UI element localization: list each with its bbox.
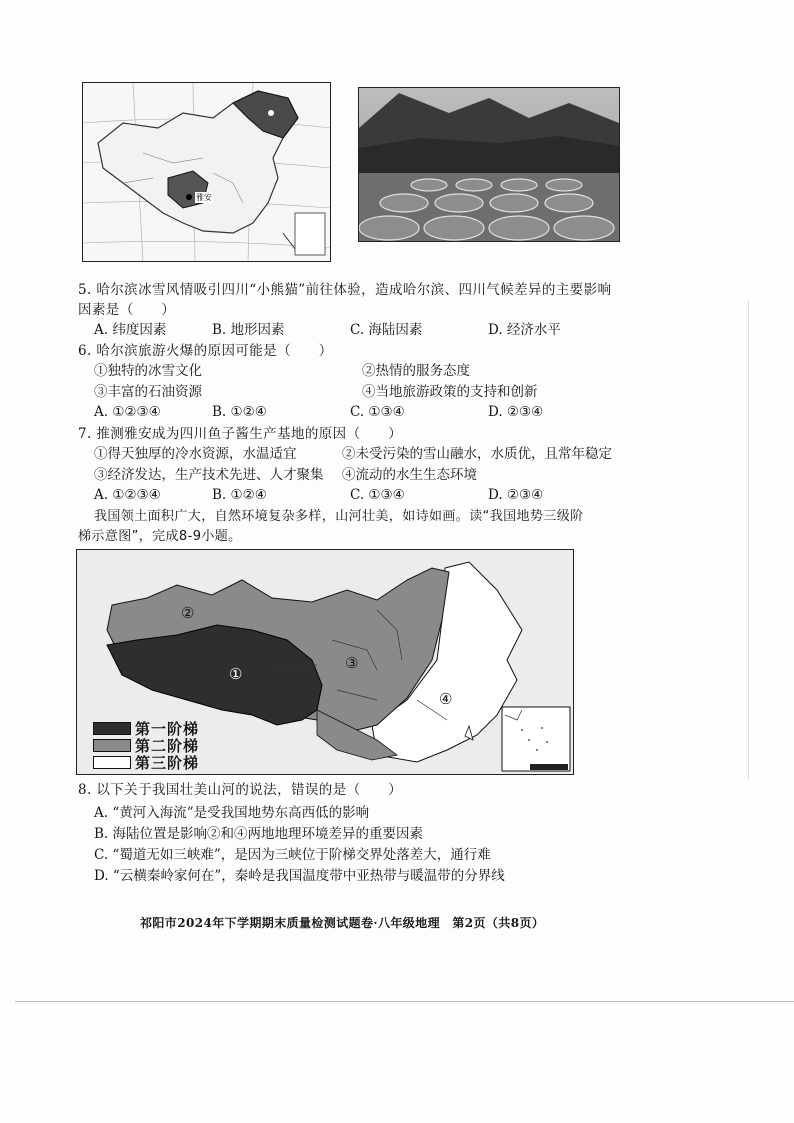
q8-option-d[interactable]: D. “云横秦岭家何在”，秦岭是我国温度带中亚热带与暖温带的分界线 xyxy=(94,868,505,884)
page-footer: 祁阳市2024年下学期期末质量检测试题卷·八年级地理 第2页（共8页） xyxy=(140,916,545,930)
q7-option-d[interactable]: D. ②③④ xyxy=(488,487,544,503)
q6-option-c[interactable]: C. ①③④ xyxy=(350,404,405,420)
q5-option-d[interactable]: D. 经济水平 xyxy=(488,322,561,338)
q8-stem: 8. 以下关于我国壮美山河的说法，错误的是（ ） xyxy=(78,782,403,798)
q5-option-c[interactable]: C. 海陆因素 xyxy=(350,322,423,338)
q7-item-3: ③经济发达，生产技术先进、人才聚集 xyxy=(94,467,324,483)
scan-edge-bottom xyxy=(15,1001,794,1002)
marker-step4: ④ xyxy=(439,690,453,708)
legend-label-step2: 第二阶梯 xyxy=(135,737,200,755)
q5-stem-line1: 5. 哈尔滨冰雪风情吸引四川“小熊猫”前往体验，造成哈尔滨、四川气候差异的主要影响 xyxy=(78,282,612,298)
fish-farm-photo xyxy=(358,87,620,242)
intro-line1: 我国领土面积广大，自然环境复杂多样，山河壮美，如诗如画。读“我国地势三级阶 xyxy=(94,509,584,524)
scan-edge-right xyxy=(748,300,749,780)
q7-option-b[interactable]: B. ①②④ xyxy=(212,487,267,503)
legend-swatch-step1 xyxy=(93,722,131,735)
q6-option-b[interactable]: B. ①②④ xyxy=(212,404,267,420)
legend-swatch-step2 xyxy=(93,739,131,752)
q7-option-a[interactable]: A. ①②③④ xyxy=(94,487,161,503)
q5-option-b[interactable]: B. 地形因素 xyxy=(212,322,285,338)
q5-stem-line2: 因素是（ ） xyxy=(78,302,176,318)
q7-item-4: ④流动的水生生态环境 xyxy=(342,467,477,483)
legend-swatch-step3 xyxy=(93,756,131,769)
q6-item-1: ①独特的冰雪文化 xyxy=(94,363,202,379)
marker-step3: ③ xyxy=(345,654,359,672)
marker-step2: ② xyxy=(181,604,195,622)
q6-stem: 6. 哈尔滨旅游火爆的原因可能是（ ） xyxy=(78,343,333,359)
q7-item-1: ①得天独厚的冷水资源，水温适宜 xyxy=(94,446,297,462)
legend-label-step3: 第三阶梯 xyxy=(135,754,200,772)
q5-option-a[interactable]: A. 纬度因素 xyxy=(94,322,167,338)
terrain-steps-map xyxy=(76,549,574,775)
legend-label-step1: 第一阶梯 xyxy=(135,720,200,738)
china-location-map xyxy=(82,82,331,262)
q7-option-c[interactable]: C. ①③④ xyxy=(350,487,405,503)
q8-option-b[interactable]: B. 海陆位置是影响②和④两地地理环境差异的重要因素 xyxy=(94,826,424,842)
q6-option-a[interactable]: A. ①②③④ xyxy=(94,404,161,420)
q6-item-2: ②热情的服务态度 xyxy=(362,363,470,379)
china-outline-map xyxy=(83,83,330,261)
q7-item-2: ②未受污染的雪山融水，水质优，且常年稳定 xyxy=(342,446,612,462)
q8-option-a[interactable]: A. “黄河入海流”是受我国地势东高西低的影响 xyxy=(94,805,370,821)
yaan-label: 雅安 xyxy=(196,193,212,202)
q6-item-4: ④当地旅游政策的支持和创新 xyxy=(362,384,538,400)
q6-item-3: ③丰富的石油资源 xyxy=(94,384,202,400)
q6-option-d[interactable]: D. ②③④ xyxy=(488,404,544,420)
q8-option-c[interactable]: C. “蜀道无如三峡难”，是因为三峡位于阶梯交界处落差大，通行难 xyxy=(94,847,491,863)
q7-stem: 7. 推测雅安成为四川鱼子酱生产基地的原因（ ） xyxy=(78,426,403,442)
marker-step1: ① xyxy=(229,665,243,683)
intro-line2: 梯示意图”，完成8-9小题。 xyxy=(78,529,242,544)
